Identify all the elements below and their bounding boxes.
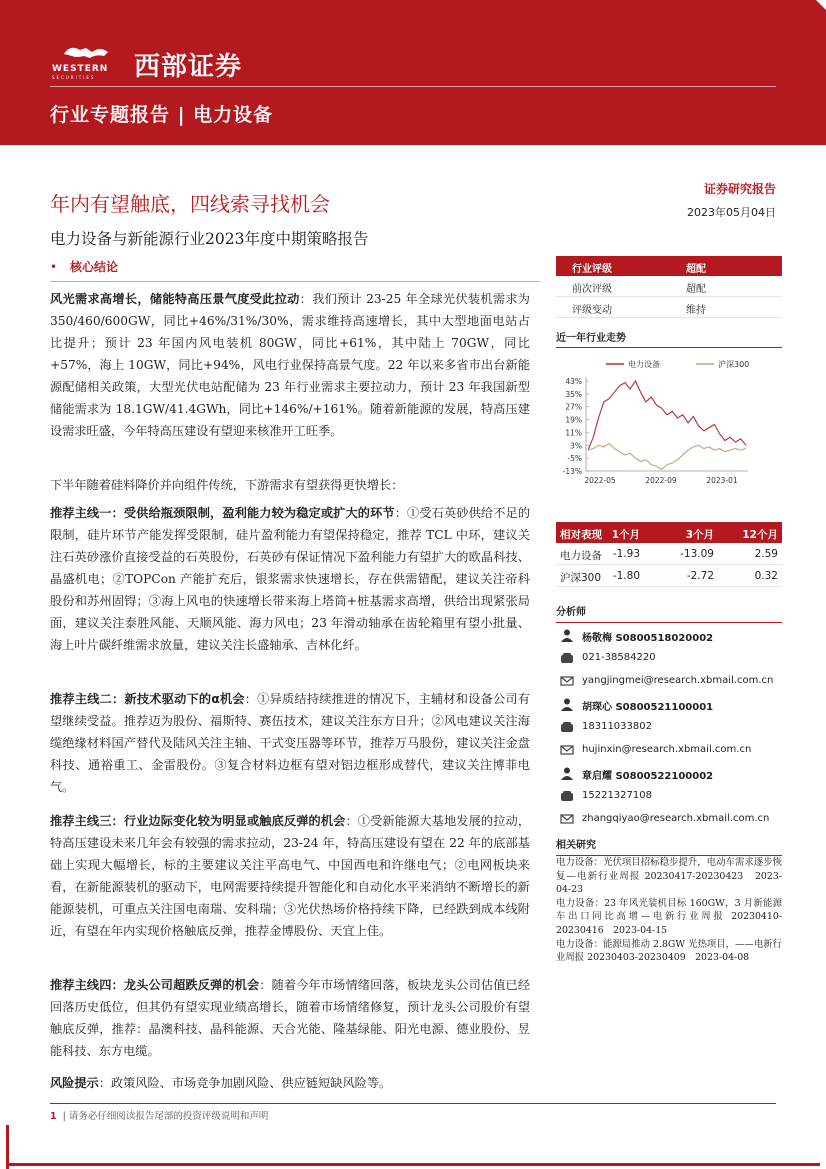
analyst-section-title: 分析师 [556, 603, 782, 623]
footer-divider [50, 1103, 776, 1104]
bullet-icon: • [50, 260, 58, 274]
phone-icon [560, 720, 574, 734]
paragraph-line-two [50, 688, 530, 798]
paragraph-body: ：政策风险、市场竞争加剧风险、供应链短缺风险等。 [98, 1076, 392, 1090]
paragraph-body: ：①受石英砂供给不足的限制，硅片环节产能发挥受限制，硅片盈利能力有望保持稳定，推荐 TCL 中环，建议关注石英砂涨价直接受益的石英股份，石英砂有保证情况下盈利能力有望扩大的欧晶科技、晶盛机电；②TOPCon 产能扩充后，银浆需求快速增长，存在供需错配，建议关注帝科股份和苏州固锝；③海上风电的快速增长带来海上塔筒+桩基需求高增，供给出现紧张局面，建议关注泰胜风能、天顺风能、海力风电；23 年滑动轴承在齿轮箱里有望小批量、海上叶片碳纤维需求放量，建议关注长盛轴承、吉林化纤。 [50, 506, 531, 652]
y-tick-label: 35% [565, 389, 582, 399]
y-tick-label: 19% [565, 415, 582, 425]
analyst-name-row [556, 626, 782, 646]
paragraph-heading: 风光需求高增长，储能特高压景气度受此拉动 [50, 292, 300, 306]
rating-label: 评级变动 [572, 305, 612, 316]
analyst-phone-row [556, 787, 782, 807]
logo-english: WESTERN [52, 64, 109, 74]
email-icon [560, 674, 574, 688]
analyst-name-row [556, 695, 782, 715]
trend-chart-svg [556, 355, 782, 495]
performance-header: 3个月 [685, 529, 714, 541]
y-tick-label: 3% [570, 441, 582, 451]
core-conclusion-label: 核心结论 [70, 260, 119, 274]
performance-header: 1个月 [611, 529, 640, 541]
rating-row [556, 276, 782, 297]
x-tick-label: 2022-09 [645, 476, 677, 485]
banner-corner [816, 0, 826, 10]
rating-value: 维持 [686, 305, 706, 316]
analyst-phone-row [556, 649, 782, 669]
y-tick-label: 43% [565, 377, 582, 386]
analyst-email[interactable]: hujinxin@research.xbmail.com.cn [582, 744, 752, 755]
footer [50, 1108, 268, 1122]
x-tick-label: 2023-01 [706, 476, 738, 485]
paragraph-body: ：①异质结持续推进的情况下，主辅材和设备公司有望继续受益。推荐迈为股份、福斯特、赛伍技术，建议关注东方日升；②风电建议关注海缆绝缘材料国产替代及陆风关注主轴、干式变压器等环节，推荐万马股份，建议关注金盘科技、通裕重工、金雷股份。③复合材料边框有望对铝边框形成替代，建议关注博菲电气。 [50, 692, 530, 794]
related-research-item[interactable]: 电力设备：23 年风光装机目标 160GW，3 月新能源车出口同比高增—电新行业周报 20230410-20230416 2023-04-15 [556, 897, 782, 936]
person-icon [560, 766, 574, 780]
analyst-phone: 021-38584220 [582, 652, 656, 663]
performance-cell: -13.09 [680, 548, 714, 560]
analyst-phone: 15221327108 [582, 790, 652, 801]
x-tick-label: 2022-05 [584, 476, 616, 485]
analyst-phone: 18311033802 [582, 721, 652, 732]
banner-divider [50, 86, 776, 87]
rating-label: 前次评级 [572, 284, 612, 295]
logo-subtitle: SECURITIES [52, 75, 96, 80]
y-tick-label: -13% [562, 467, 582, 476]
paragraph-line-four [50, 974, 530, 1062]
y-tick-label: 11% [565, 428, 582, 438]
person-icon [560, 628, 574, 642]
paragraph-heading: 推荐主线四：龙头公司超跌反弹的机会 [50, 978, 260, 992]
paragraph-body: ：随着今年市场情绪回落，板块龙头公司估值已经回落历史低位，但其仍有望实现业绩高增长，随着市场情绪修复，预计龙头公司股价有望触底反弹，推荐：晶澳科技、晶科能源、天合光能、隆基绿能、阳光电源、德业股份、昱能科技、东方电缆。 [50, 978, 531, 1058]
report-subtitle: 电力设备与新能源行业2023年度中期策略报告 [50, 230, 369, 248]
analyst-email[interactable]: zhangqiyao@research.xbmail.com.cn [582, 813, 770, 824]
related-research-list [556, 856, 782, 965]
paragraph-risk [50, 1072, 530, 1094]
person-icon [560, 697, 574, 711]
performance-cell: -1.93 [612, 548, 640, 560]
logo-chinese: 西部证券 [134, 52, 243, 82]
series-line [588, 444, 746, 470]
performance-header: 12个月 [742, 529, 778, 541]
y-tick-label: 27% [565, 402, 582, 412]
analyst-email[interactable]: yangjingmei@research.xbmail.com.cn [582, 675, 774, 686]
performance-cell: -2.72 [686, 570, 714, 582]
phone-icon [560, 789, 574, 803]
email-icon [560, 743, 574, 757]
core-conclusion-heading [50, 256, 540, 278]
performance-header-row [556, 522, 782, 543]
divider [50, 281, 540, 282]
series-line [588, 381, 746, 450]
performance-row [556, 565, 782, 587]
paragraph-heading: 推荐主线一：受供给瓶颈限制，盈利能力较为稳定或扩大的环节 [50, 506, 395, 520]
legend-label: 电力设备 [628, 360, 660, 369]
rating-table [556, 256, 782, 318]
performance-cell: 0.32 [754, 570, 778, 582]
paragraph-outlook [50, 474, 530, 496]
header-banner [0, 0, 826, 145]
performance-cell: 沪深300 [560, 572, 602, 584]
banner-title: 行业专题报告 | 电力设备 [50, 104, 274, 126]
company-logo [50, 42, 280, 82]
analyst-email-row[interactable] [556, 672, 782, 692]
paragraph-body: ：我们预计 23-25 年全球光伏装机需求为 350/460/600GW，同比+46%/31%/30%，需求维持高速增长，其中大型地面电站占比提升；预计 23 年国内风电装机 80GW，同比+61%，其中陆上 70GW，同比+57%，海上 10GW，同比+94%，风电行业保持高景气度。22 年以来多省市出台新能源配储相关政策，大型光伏电站配储为 23 年行业需求主要拉动力，预计 23 年我国新型储能需求为 18.1GW/41.4GWh，同比+146%/+161%。随着新能源的发展，特高压建设需求旺盛，今年特高压建设有望迎来核准开工旺季。 [50, 292, 530, 438]
rating-row [556, 297, 782, 318]
performance-header: 相对表现 [560, 529, 602, 541]
trend-chart-title: 近一年行业走势 [556, 329, 782, 348]
report-title: 年内有望触底，四线索寻找机会 [50, 192, 330, 216]
performance-table [556, 522, 782, 587]
rating-header-value: 超配 [686, 264, 706, 275]
analyst-email-row[interactable] [556, 810, 782, 830]
report-date: 2023年05月04日 [687, 206, 776, 219]
related-research-item[interactable]: 电力设备：光伏项目招标稳步提升，电动车需求逐步恢复—电新行业周报 20230417-20230423 2023-04-23 [556, 857, 782, 896]
performance-row [556, 543, 782, 565]
paragraph-heading: 推荐主线二：新技术驱动下的α机会 [50, 692, 245, 706]
trend-chart [556, 355, 782, 495]
footer-disclaimer: | 请务必仔细阅读报告尾部的投资评级说明和声明 [62, 1111, 269, 1122]
related-research-title: 相关研究 [556, 836, 782, 856]
analyst-name-row [556, 764, 782, 784]
analyst-phone-row [556, 718, 782, 738]
page-number: 1 [50, 1111, 57, 1122]
y-tick-label: -5% [567, 454, 582, 464]
related-research-item[interactable]: 电力设备：能源局推动 2.8GW 光热项目，——电新行业周报 20230403-20230409 2023-04-08 [556, 938, 782, 964]
analyst-name: 胡琛心 S0800521100001 [582, 702, 714, 713]
paragraph-demand [50, 288, 530, 442]
paragraph-line-one [50, 502, 530, 656]
paragraph-heading: 推荐主线三：行业边际变化较为明显或触底反弹的机会 [50, 814, 346, 828]
paragraph-heading: 风险提示 [50, 1076, 99, 1090]
legend-label: 沪深300 [718, 360, 750, 369]
analyst-name: 杨敬梅 S0800518020002 [582, 633, 714, 644]
rating-value: 超配 [686, 284, 706, 295]
report-type: 证券研究报告 [703, 182, 776, 196]
rating-header-label: 行业评级 [572, 264, 612, 275]
analyst-email-row[interactable] [556, 741, 782, 761]
performance-cell: 电力设备 [560, 550, 602, 562]
performance-cell: -1.80 [612, 570, 640, 582]
paragraph-line-three [50, 810, 530, 942]
analyst-name: 章启耀 S0800522100002 [582, 771, 714, 782]
page-frame-bottom [6, 1163, 820, 1166]
rating-header-row [556, 256, 782, 276]
email-icon [560, 812, 574, 826]
performance-cell: 2.59 [754, 548, 778, 560]
paragraph-body: ：①受新能源大基地发展的拉动，特高压建设未来几年会有较强的需求拉动，23-24 年，特高压建设有望在 22 年的底部基础上实现大幅增长，标的主要建议关注平高电气、中国西电和许继电气；②电网板块来看，在新能源装机的驱动下，电网需要持续提升智能化和自动化水平来消纳不断增长的新能源装机，可重点关注国电南瑞、安科瑞；③光伏热场价格持续下降，已经跌到成本线附近，有望在年内实现价格触底反弹，推荐金博股份、天宜上佳。 [50, 814, 531, 938]
phone-icon [560, 651, 574, 665]
paragraph-body: 下半年随着硅料降价并向组件传统，下游需求有望获得更快增长： [50, 478, 404, 492]
